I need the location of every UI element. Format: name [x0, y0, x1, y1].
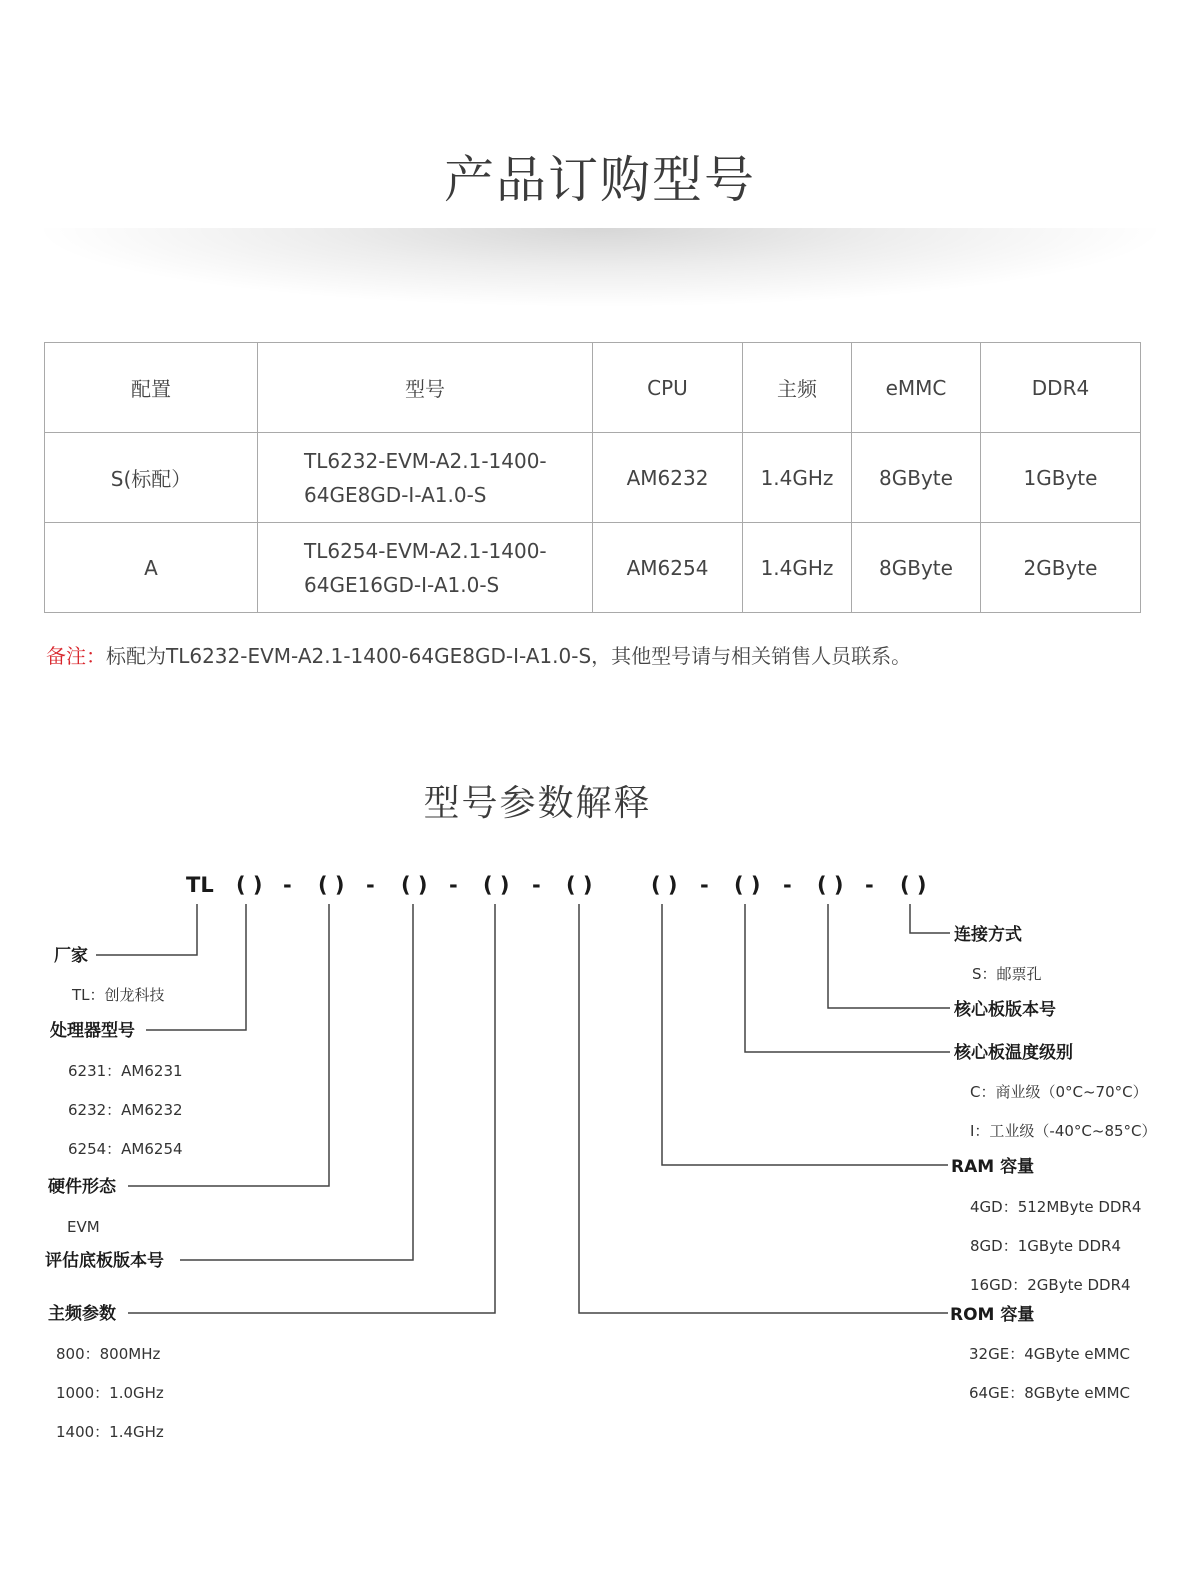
cell-cpu: AM6254 — [593, 523, 743, 613]
param-item: 800：800MHz — [56, 1345, 161, 1363]
param-item: 1400：1.4GHz — [56, 1423, 164, 1441]
header-config: 配置 — [45, 343, 258, 433]
table-row — [45, 523, 1141, 613]
model-line2: 64GE8GD-I-A1.0-S — [304, 482, 487, 507]
param-item: EVM — [67, 1218, 100, 1236]
cell-freq: 1.4GHz — [743, 433, 852, 523]
cell-config: S(标配） — [45, 433, 258, 523]
header-emmc: eMMC — [852, 343, 981, 433]
param-item: 32GE：4GByte eMMC — [969, 1345, 1130, 1363]
code-prefix: TL — [186, 873, 214, 897]
code-separator: - — [532, 873, 541, 897]
code-separator: - — [283, 873, 292, 897]
header-ddr4: DDR4 — [981, 343, 1141, 433]
header-freq: 主频 — [743, 343, 852, 433]
param-connection: 连接方式 — [954, 925, 1022, 945]
model-line1: TL6254-EVM-A2.1-1400- — [304, 538, 547, 563]
note-text: 标配为TL6232-EVM-A2.1-1400-64GE8GD-I-A1.0-S，其他型号请与相关销售人员联系。 — [106, 644, 912, 668]
model-line2: 64GE16GD-I-A1.0-S — [304, 572, 500, 597]
connector-connection — [910, 904, 950, 933]
page-title: 产品订购型号 — [444, 151, 756, 209]
param-item: I：工业级（-40°C~85°C） — [970, 1122, 1157, 1140]
code-slot: ( ) — [900, 873, 927, 897]
cell-config: A — [45, 523, 258, 613]
cell-model — [258, 523, 593, 613]
code-slot: ( ) — [483, 873, 510, 897]
connector-baseboard-version — [180, 904, 413, 1260]
param-manufacturer: 厂家 — [54, 946, 88, 966]
param-item: 8GD：1GByte DDR4 — [970, 1237, 1121, 1255]
code-separator: - — [700, 873, 709, 897]
connector-manufacturer — [96, 904, 197, 955]
code-separator: - — [366, 873, 375, 897]
code-separator: - — [783, 873, 792, 897]
connector-temp-grade — [745, 904, 950, 1052]
param-processor: 处理器型号 — [50, 1021, 135, 1041]
header-cpu: CPU — [593, 343, 743, 433]
connector-rom — [579, 904, 948, 1313]
model-line1: TL6232-EVM-A2.1-1400- — [304, 448, 547, 473]
model-code-diagram — [0, 860, 1200, 1460]
code-separator: - — [449, 873, 458, 897]
param-item: S：邮票孔 — [972, 965, 1042, 983]
param-temp-grade: 核心板温度级别 — [954, 1043, 1073, 1063]
cell-freq: 1.4GHz — [743, 523, 852, 613]
param-item: 16GD：2GByte DDR4 — [970, 1276, 1131, 1294]
title-shadow — [30, 228, 1170, 308]
param-item: 6231：AM6231 — [68, 1062, 183, 1080]
param-core-version: 核心板版本号 — [954, 1000, 1056, 1020]
param-item: 6254：AM6254 — [68, 1140, 183, 1158]
code-separator: - — [865, 873, 874, 897]
code-slot: ( ) — [566, 873, 593, 897]
param-baseboard-version: 评估底板版本号 — [45, 1251, 164, 1271]
table-header-row — [45, 343, 1141, 433]
code-slot: ( ) — [318, 873, 345, 897]
param-item: 64GE：8GByte eMMC — [969, 1384, 1130, 1402]
header-model: 型号 — [258, 343, 593, 433]
order-note — [46, 640, 911, 669]
connector-ram — [662, 904, 948, 1165]
code-line — [186, 873, 927, 897]
cell-cpu: AM6232 — [593, 433, 743, 523]
param-ram: RAM 容量 — [951, 1157, 1035, 1177]
param-form: 硬件形态 — [48, 1177, 116, 1197]
param-item: TL：创龙科技 — [72, 986, 165, 1004]
cell-emmc: 8GByte — [852, 433, 981, 523]
section-title: 型号参数解释 — [423, 783, 652, 824]
code-slot: ( ) — [651, 873, 678, 897]
param-item: 1000：1.0GHz — [56, 1384, 164, 1402]
param-item: 4GD：512MByte DDR4 — [970, 1198, 1142, 1216]
order-table — [44, 342, 1141, 613]
param-item: 6232：AM6232 — [68, 1101, 183, 1119]
table-row — [45, 433, 1141, 523]
code-slot: ( ) — [236, 873, 263, 897]
connector-frequency — [128, 904, 495, 1313]
connector-core-version — [828, 904, 950, 1008]
cell-emmc: 8GByte — [852, 523, 981, 613]
note-label: 备注： — [46, 644, 106, 668]
left-params — [45, 945, 183, 1441]
cell-ddr4: 2GByte — [981, 523, 1141, 613]
connector-processor — [146, 904, 246, 1030]
cell-ddr4: 1GByte — [981, 433, 1141, 523]
code-slot: ( ) — [734, 873, 761, 897]
code-slot: ( ) — [817, 873, 844, 897]
connector-lines — [96, 904, 950, 1313]
param-item: C：商业级（0°C~70°C） — [970, 1083, 1148, 1101]
param-rom: ROM 容量 — [950, 1305, 1035, 1325]
right-params — [950, 924, 1157, 1402]
cell-model — [258, 433, 593, 523]
param-frequency: 主频参数 — [48, 1304, 116, 1324]
code-slot: ( ) — [401, 873, 428, 897]
